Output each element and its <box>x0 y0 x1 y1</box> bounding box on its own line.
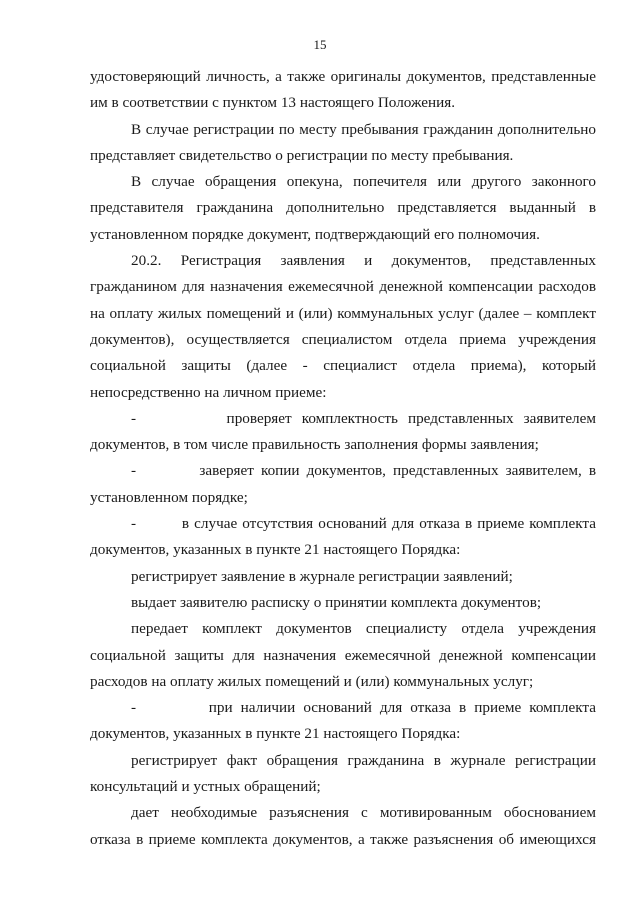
paragraph: выдает заявителю расписку о принятии комплекта документов; <box>131 593 542 611</box>
bullet-item: - при наличии оснований для отказа в приеме комплекта документов, указанных в пункте 21 настоящего Порядка: <box>90 699 596 743</box>
paragraph: В случае обращения опекуна, попечителя или другого законного представителя гражданина дополнительно представляется выданный в установленном порядке документ, подтверждающий его полномочия. <box>90 173 596 243</box>
bullet-item: - заверяет копии документов, представленных заявителем, в установленном порядке; <box>90 462 596 506</box>
paragraph: В случае регистрации по месту пребывания гражданин дополнительно представляет свидетельство о регистрации по месту пребывания. <box>90 120 596 164</box>
paragraph: передает комплект документов специалисту отдела учреждения социальной защиты для назначения ежемесячной денежной компенсации расходов на оплату жилых помещений и (или) коммунальных услуг; <box>90 620 596 690</box>
bullet-item: - проверяет комплектность представленных заявителем документов, в том числе правильность заполнения формы заявления; <box>90 409 596 454</box>
paragraph: дает необходимые разъяснения с мотивированным обоснованием отказа в приеме комплекта документов, а также разъяснения об имеющихся <box>90 804 596 848</box>
bullet-item: - в случае отсутствия оснований для отказа в приеме комплекта документов, указанных в пункте 21 настоящего Порядка: <box>90 515 596 559</box>
document-body <box>90 64 596 853</box>
paragraph: регистрирует заявление в журнале регистрации заявлений; <box>131 567 513 585</box>
page-number: 15 <box>313 37 327 52</box>
paragraph: регистрирует факт обращения гражданина в журнале регистрации консультаций и устных обращений; <box>90 751 596 796</box>
paragraph: 20.2. Регистрация заявления и документов, представленных гражданином для назначения ежемесячной денежной компенсации расходов на оплату жилых помещений и (или) коммунальных услуг (далее – комплект документов), осуществляется специалистом отдела приема учреждения социальной защиты (далее - специалист отдела приема), который непосредственно на личном приеме: <box>90 252 596 401</box>
paragraph: удостоверяющий личность, а также оригиналы документов, представленные им в соответствии с пунктом 13 настоящего Положения. <box>90 68 596 112</box>
